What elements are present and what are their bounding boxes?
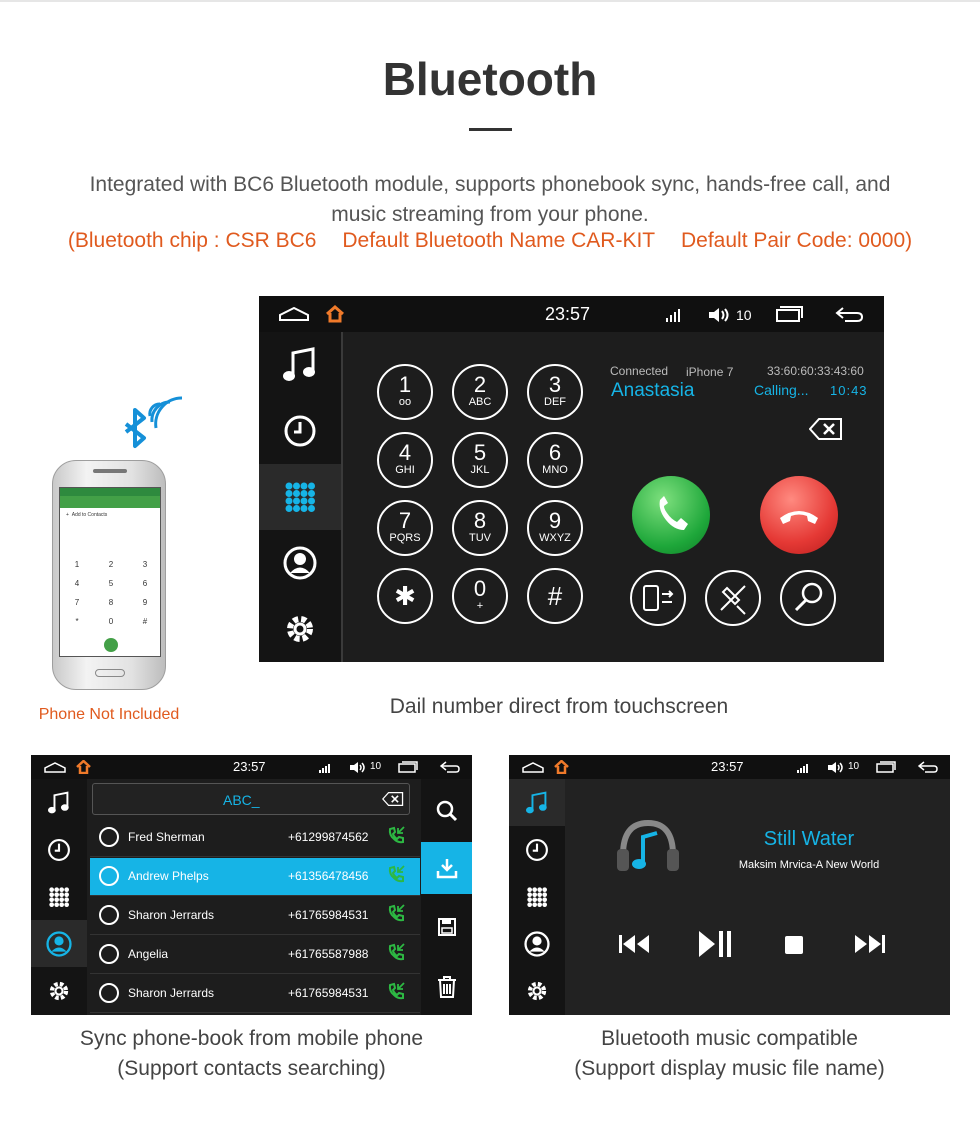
contact-row[interactable] [90, 897, 420, 935]
volume-icon[interactable] [349, 761, 367, 774]
dial-key-4[interactable] [377, 432, 433, 488]
sidebar-item-contacts[interactable] [31, 920, 87, 967]
spec-line [0, 229, 980, 253]
contact-row[interactable] [90, 858, 420, 896]
dial-key-10[interactable] [377, 568, 433, 624]
sidebar-item-recent-calls[interactable] [31, 826, 87, 873]
sidebar [259, 332, 341, 662]
headphones-music-icon [613, 813, 683, 883]
sidebar-item-settings[interactable] [509, 967, 565, 1015]
skip-forward-icon [853, 931, 887, 957]
top-divider [0, 0, 980, 2]
music-note-icon [526, 791, 548, 815]
call-contact-icon[interactable] [386, 865, 406, 888]
status-time: 23:57 [545, 304, 591, 324]
search-icon [436, 800, 458, 822]
dial-key-6[interactable] [527, 432, 583, 488]
intro-line-1: Integrated with BC6 Bluetooth module, supports phonebook sync, hands-free call, and [89, 173, 891, 196]
device-mac: 33:60:60:33:43:60 [767, 364, 864, 378]
signal-icon [797, 763, 809, 773]
contact-name: Sharon Jerrards [128, 986, 215, 1000]
dial-key-letters: GHI [395, 464, 415, 476]
volume-icon[interactable] [827, 761, 845, 774]
sidebar-item-dialpad[interactable] [509, 873, 565, 920]
home-icon[interactable] [279, 307, 309, 326]
sidebar-divider [341, 332, 343, 662]
bluetooth-disconnect-button[interactable] [705, 570, 761, 626]
volume-level: 10 [736, 307, 752, 323]
signal-icon [665, 308, 681, 327]
phone-mini-key: 6 [142, 579, 148, 588]
sidebar-item-settings[interactable] [259, 596, 341, 662]
contact-icon [46, 931, 72, 957]
dial-key-12[interactable] [527, 568, 583, 624]
home-colored-icon[interactable] [76, 760, 91, 774]
disconnect-icon [707, 572, 759, 624]
search-icon [782, 572, 834, 624]
phone-mini-key: 4 [74, 579, 80, 588]
dial-key-letters: MNO [542, 464, 568, 476]
trash-icon [437, 976, 457, 998]
gear-icon [47, 979, 71, 1003]
contact-name: Sharon Jerrards [128, 908, 215, 922]
next-track-button[interactable] [853, 931, 887, 962]
phone-mini-key: 3 [142, 560, 148, 569]
intro-text [40, 170, 940, 230]
status-bar [31, 755, 472, 779]
dialer-caption: Dail number direct from touchscreen [389, 695, 729, 718]
clock-icon [525, 838, 549, 862]
call-contact-name: Anastasia [611, 380, 695, 401]
dial-key-1[interactable] [377, 364, 433, 420]
call-contact-icon[interactable] [386, 826, 406, 849]
back-icon[interactable] [835, 306, 863, 327]
answer-call-button[interactable] [632, 476, 710, 554]
contact-phone: +61765984531 [288, 986, 369, 1000]
contact-avatar-icon [99, 905, 119, 925]
sidebar-item-settings[interactable] [31, 967, 87, 1015]
dial-key-3[interactable] [527, 364, 583, 420]
recent-apps-icon[interactable] [775, 306, 803, 327]
call-status: Calling... [754, 382, 809, 398]
contact-avatar-icon [99, 866, 119, 886]
phone-not-included-note: Phone Not Included [38, 706, 180, 723]
home-icon[interactable] [44, 762, 66, 773]
back-icon[interactable] [440, 761, 460, 773]
phone-mini-key: # [142, 617, 148, 626]
contact-avatar-icon [99, 944, 119, 964]
clock-icon [283, 414, 317, 448]
clock-icon [47, 838, 71, 862]
phonebook-screen [31, 755, 472, 1015]
phonebook-toolbar [421, 779, 472, 1015]
dial-key-symbol: ✱ [394, 581, 416, 611]
music-note-icon [48, 791, 70, 815]
connected-label: Connected [610, 364, 669, 378]
contact-phone: +61356478456 [288, 869, 369, 883]
dial-key-11[interactable] [452, 568, 508, 624]
volume-level: 10 [370, 761, 382, 772]
contact-icon [283, 546, 317, 580]
gear-icon [525, 979, 549, 1003]
signal-icon [319, 763, 331, 773]
dial-key-letters: TUV [469, 532, 491, 544]
sidebar-item-dialpad[interactable] [31, 873, 87, 920]
spec-chip: (Bluetooth chip : CSR BC6 [67, 229, 317, 252]
contact-phone: +61299874562 [288, 830, 369, 844]
stop-button[interactable] [784, 935, 804, 960]
dial-key-symbol: # [547, 581, 563, 611]
dial-key-letters: WXYZ [539, 532, 571, 544]
back-icon[interactable] [918, 761, 938, 773]
sidebar-item-dialpad[interactable] [259, 464, 341, 530]
dial-key-digit: 3 [548, 372, 562, 397]
home-colored-icon[interactable] [554, 760, 569, 774]
spec-code: Default Pair Code: 0000) [680, 229, 913, 252]
phone-illustration [52, 460, 166, 690]
contact-icon [524, 931, 550, 957]
phonebook-caption-line-1: Sync phone-book from mobile phone [79, 1027, 424, 1050]
bluetooth-wave-icon [118, 388, 190, 450]
phone-mini-key: 1 [74, 560, 80, 569]
music-screen [509, 755, 950, 1015]
clear-search-icon[interactable] [382, 792, 404, 806]
dial-key-letters: oo [398, 396, 412, 408]
sidebar [31, 779, 87, 1015]
phone-mini-key: 8 [108, 598, 114, 607]
page-title: Bluetooth [382, 53, 598, 105]
sidebar-item-music[interactable] [509, 779, 565, 826]
skip-back-icon [617, 931, 651, 957]
song-title: Still Water [763, 828, 855, 850]
dial-key-2[interactable] [452, 364, 508, 420]
sidebar-item-music[interactable] [31, 779, 87, 826]
hangup-icon [760, 476, 838, 554]
dial-key-letters: JKL [470, 464, 490, 476]
call-contact-icon[interactable] [386, 904, 406, 927]
save-icon [437, 917, 457, 937]
dialpad-grid-icon [285, 482, 315, 512]
dial-key-digit: 4 [398, 440, 412, 465]
download-contacts-button[interactable] [421, 842, 472, 894]
recent-apps-icon[interactable] [398, 761, 418, 773]
phone-mini-key: 2 [108, 560, 114, 569]
sidebar-item-recent-calls[interactable] [509, 826, 565, 873]
contact-name: Fred Sherman [128, 830, 205, 844]
gear-icon [283, 612, 317, 646]
status-time: 23:57 [711, 759, 744, 774]
phone-mini-key: 5 [108, 579, 114, 588]
intro-line-2: music streaming from your phone. [331, 203, 649, 226]
dial-key-letters: PQRS [389, 532, 421, 544]
dialpad-grid-icon [527, 887, 547, 907]
play-pause-button[interactable] [697, 929, 733, 964]
status-bar [259, 296, 884, 332]
call-contact-icon[interactable] [386, 982, 406, 1005]
music-caption-line-2: (Support display music file name) [574, 1057, 885, 1080]
contact-search-field[interactable] [92, 783, 410, 815]
status-bar [509, 755, 950, 779]
backspace-icon[interactable] [809, 418, 843, 445]
phone-handset-icon [632, 476, 710, 554]
phonebook-caption [31, 1024, 472, 1084]
call-contact-icon[interactable] [386, 943, 406, 966]
dial-key-digit: 5 [473, 440, 487, 465]
dial-key-letters: + [476, 600, 484, 612]
previous-track-button[interactable] [617, 931, 651, 962]
volume-icon[interactable] [707, 306, 731, 329]
phone-mini-key: 0 [108, 617, 114, 626]
recent-apps-icon[interactable] [876, 761, 896, 773]
delete-contacts-button[interactable] [421, 967, 472, 1007]
phone-mini-key: 7 [74, 598, 80, 607]
sidebar-item-music[interactable] [259, 332, 341, 398]
download-icon [436, 857, 458, 879]
stop-icon [784, 935, 804, 955]
play-pause-icon [697, 929, 733, 959]
contact-phone: +61765984531 [288, 908, 369, 922]
contact-avatar-icon [99, 827, 119, 847]
contact-row[interactable] [90, 936, 420, 974]
phone-mini-key: 9 [142, 598, 148, 607]
dialpad-grid-icon [49, 887, 69, 907]
volume-level: 10 [848, 761, 860, 772]
phone-transfer-icon [632, 572, 684, 624]
transfer-to-phone-button[interactable] [630, 570, 686, 626]
phonebook-caption-line-2: (Support contacts searching) [117, 1057, 386, 1080]
album-art [613, 813, 683, 883]
dial-key-digit: 6 [548, 440, 562, 465]
dial-key-letters: DEF [544, 396, 566, 408]
dial-key-letters: ABC [468, 396, 492, 408]
save-contacts-button[interactable] [421, 907, 472, 947]
contact-row[interactable] [90, 975, 420, 1013]
phone-mini-key: * [75, 617, 79, 626]
contact-search-value: ABC_ [223, 792, 260, 808]
dial-key-8[interactable] [452, 500, 508, 556]
song-artist-album: Maksim Mrvica-A New World [738, 859, 880, 871]
dial-key-7[interactable] [377, 500, 433, 556]
contact-row[interactable] [90, 819, 420, 857]
dial-key-digit: 7 [398, 508, 412, 533]
music-caption [509, 1024, 950, 1084]
dial-key-5[interactable] [452, 432, 508, 488]
dial-key-digit: 8 [473, 508, 487, 533]
dialer-screen [259, 296, 884, 662]
end-call-button[interactable] [760, 476, 838, 554]
search-contacts-button[interactable] [421, 791, 472, 831]
connected-device: iPhone 7 [686, 365, 734, 379]
music-caption-line-1: Bluetooth music compatible [601, 1027, 858, 1050]
phone-screen-header: Add to Contacts [71, 512, 108, 518]
home-colored-icon[interactable] [325, 305, 345, 328]
contact-phone: +61765587988 [288, 947, 369, 961]
dial-key-9[interactable] [527, 500, 583, 556]
phone-screen: + Add to Contacts 1 2 3 4 5 6 7 8 9 * 0 # [59, 487, 161, 657]
sidebar-item-contacts[interactable] [509, 920, 565, 967]
dial-key-digit: 9 [548, 508, 562, 533]
spec-name: Default Bluetooth Name CAR-KIT [342, 229, 656, 252]
voice-search-button[interactable] [780, 570, 836, 626]
dial-key-digit: 2 [473, 372, 487, 397]
sidebar [509, 779, 565, 1015]
call-duration: 10:43 [830, 383, 868, 398]
home-icon[interactable] [522, 762, 544, 773]
phone-call-button [104, 638, 118, 652]
music-note-icon [283, 347, 317, 383]
sidebar-item-contacts[interactable] [259, 530, 341, 596]
contact-name: Angelia [128, 947, 169, 961]
dial-key-digit: 1 [398, 372, 412, 397]
status-time: 23:57 [233, 759, 266, 774]
sidebar-item-recent-calls[interactable] [259, 398, 341, 464]
contact-name: Andrew Phelps [128, 869, 209, 883]
contact-avatar-icon [99, 983, 119, 1003]
title-underline [469, 128, 512, 131]
dial-key-digit: 0 [473, 576, 487, 601]
